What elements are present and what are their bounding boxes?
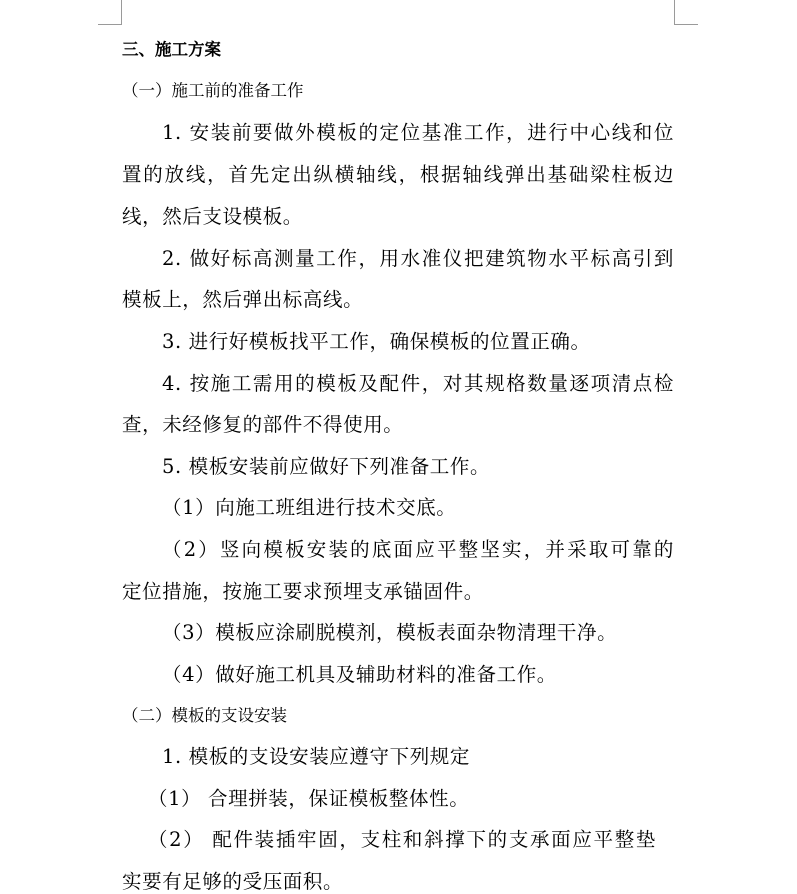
paragraph-1-line-2: 置的放线，首先定出纵横轴线，根据轴线弹出基础梁柱板边 <box>122 163 674 186</box>
rule-item-2-line-2: 实要有足够的受压面积。 <box>122 870 344 893</box>
paragraph-2-line-1: 2. 做好标高测量工作，用水准仪把建筑物水平标高引到 <box>162 247 674 270</box>
list-item-4: （4）做好施工机具及辅助材料的准备工作。 <box>162 663 557 686</box>
paragraph-1-line-1: 1. 安装前要做外模板的定位基准工作，进行中心线和位 <box>162 121 674 144</box>
paragraph-4-line-2: 查，未经修复的部件不得使用。 <box>122 413 404 436</box>
paragraph-1-line-3: 线，然后支设模板。 <box>122 205 303 228</box>
list-item-2-line-2: 定位措施，按施工要求预埋支承锚固件。 <box>122 580 484 603</box>
list-item-3: （3）模板应涂刷脱模剂，模板表面杂物清理干净。 <box>162 621 618 644</box>
rule-1-line-1: 1. 模板的支设安装应遵守下列规定 <box>162 745 471 768</box>
rule-item-1: （1） 合理拼装，保证模板整体性。 <box>148 787 470 810</box>
paragraph-5-line-1: 5. 模板安装前应做好下列准备工作。 <box>162 455 491 478</box>
paragraph-3-line-1: 3. 进行好模板找平工作，确保模板的位置正确。 <box>162 330 591 353</box>
paragraph-4-line-1: 4. 按施工需用的模板及配件，对其规格数量逐项清点检 <box>162 372 674 395</box>
rule-item-2-line-1: （2） 配件装插牢固，支柱和斜撑下的支承面应平整垫 <box>148 828 656 851</box>
section-title: 三、施工方案 <box>122 40 221 59</box>
subsection-title-1: （一）施工前的准备工作 <box>122 81 304 100</box>
subsection-title-2: （二）模板的支设安装 <box>122 706 287 725</box>
list-item-1: （1）向施工班组进行技术交底。 <box>162 496 457 519</box>
paragraph-2-line-2: 模板上，然后弹出标高线。 <box>122 288 364 311</box>
list-item-2-line-1: （2）竖向模板安装的底面应平整坚实，并采取可靠的 <box>162 538 674 561</box>
